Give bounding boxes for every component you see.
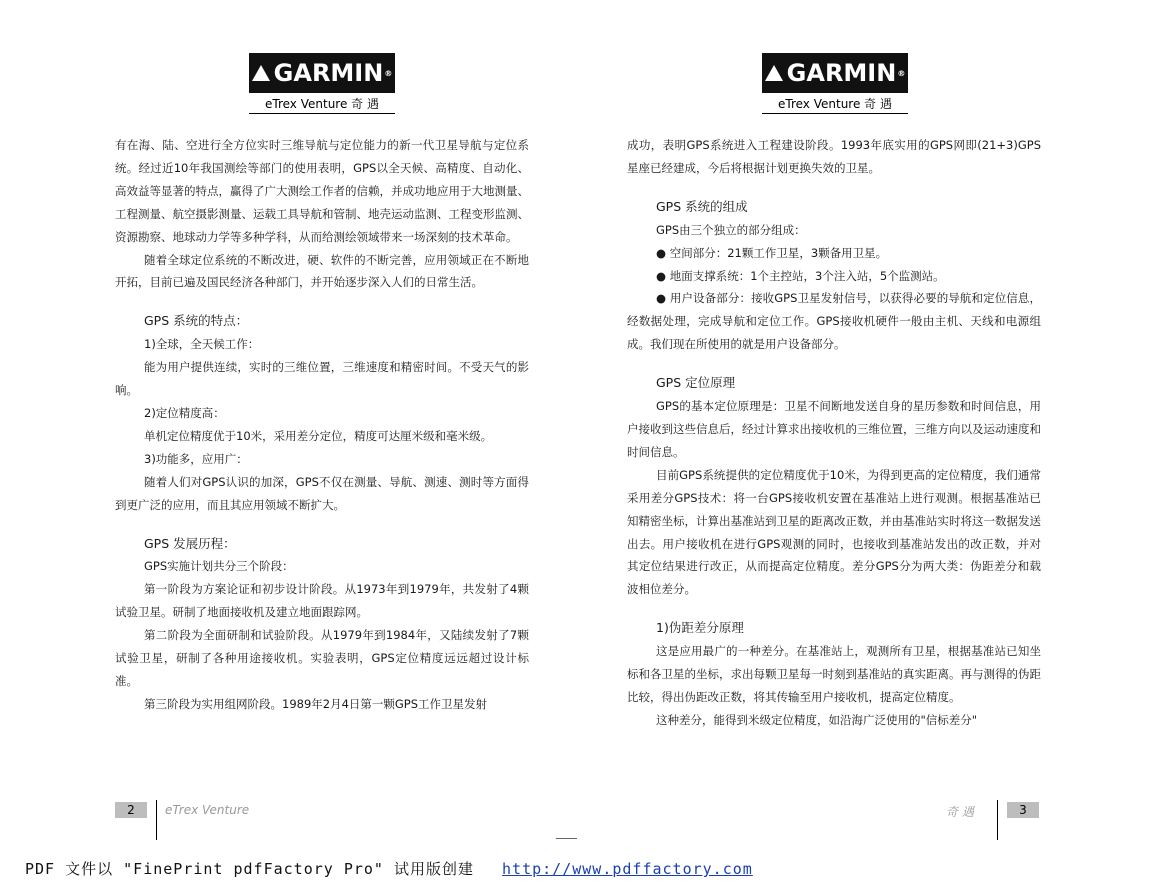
section-heading: GPS 发展历程：	[144, 535, 236, 551]
section-heading: GPS 定位原理	[656, 375, 736, 391]
paragraph: GPS实施计划共分三个阶段：	[144, 559, 294, 574]
paragraph: 随着全球定位系统的不断改进，硬、软件的不断完善，应用领域正在不断地开拓，目前已遍及国民经济各种部门，并开始逐步深入人们的日常生活。	[115, 252, 529, 290]
paragraph: 3)功能多，应用广：	[144, 451, 248, 466]
paragraph: 有在海、陆、空进行全方位实时三维导航与定位能力的新一代卫星导航与定位系统。经过近10年我国测绘等部门的使用表明，GPS以全天候、高精度、自动化、高效益等显著的特点，赢得了广大测绘工作者的信赖，并成功地应用于大地测量、工程测量、航空摄影测量、运载工具导航和管制、地壳运动监测、工程变形监测、资源勘察、地球动力学等多种学科，从而给测绘领域带来一场深刻的技术革命。	[115, 138, 529, 244]
brand-name: GARMIN	[273, 59, 384, 87]
garmin-logo	[762, 53, 908, 114]
paragraph: ● 用户设备部分：接收GPS卫星发射信号，以获得必要的导航和定位信息，经数据处理，完成导航和定位工作。GPS接收机硬件一般由主机、天线和电源组成。我们现在所使用的就是用户设备部分。	[627, 291, 1041, 352]
right-page	[577, 0, 1155, 850]
paragraph: 这种差分，能得到米级定位精度，如沿海广泛使用的"信标差分"	[656, 712, 978, 727]
watermark-link[interactable]: http://www.pdffactory.com	[502, 860, 753, 878]
paragraph: GPS由三个独立的部分组成：	[656, 222, 806, 237]
page-number: 3	[1007, 802, 1039, 818]
pdf-watermark	[25, 858, 753, 879]
garmin-logo	[249, 53, 395, 114]
paragraph: 2)定位精度高：	[144, 405, 225, 420]
footer-divider	[156, 800, 157, 840]
footer-text: eTrex Venture	[165, 803, 250, 817]
brand-name: GARMIN	[786, 59, 897, 87]
paragraph: 1)全球，全天候工作：	[144, 337, 260, 352]
paragraph: 第三阶段为实用组网阶段。1989年2月4日第一颗GPS工作卫星发射	[144, 696, 488, 711]
center-rule	[556, 838, 577, 839]
logo-subtitle: eTrex Venture 奇 遇	[249, 93, 395, 114]
paragraph: ● 空间部分：21颗工作卫星，3颗备用卫星。	[656, 245, 888, 260]
paragraph: 第二阶段为全面研制和试验阶段。从1979年到1984年，又陆续发射了7颗试验卫星，研制了各种用途接收机。实验表明，GPS定位精度远远超过设计标准。	[115, 628, 529, 688]
garmin-triangle-icon	[765, 65, 783, 81]
garmin-wordmark: GARMIN ®	[762, 53, 908, 93]
section-heading: 1)伪距差分原理	[656, 620, 744, 636]
logo-subtitle: eTrex Venture 奇 遇	[762, 93, 908, 114]
section-heading: GPS 系统的特点：	[144, 313, 249, 329]
right-footer	[907, 800, 1067, 840]
paragraph: 目前GPS系统提供的定位精度优于10米，为得到更高的定位精度，我们通常采用差分GPS技术：将一台GPS接收机安置在基准站上进行观测。根据基准站已知精密坐标，计算出基准站到卫星的距离改正数，并由基准站实时将这一数据发送出去。用户接收机在进行GPS观测的同时，也接收到基准站发出的改正数，并对其定位结果进行改正，从而提高定位精度。差分GPS分为两大类：伪距差分和载波相位差分。	[627, 467, 1041, 597]
footer-text: 奇 遇	[946, 805, 974, 819]
left-body-text	[115, 134, 529, 716]
paragraph: 第一阶段为方案论证和初步设计阶段。从1973年到1979年，共发射了4颗试验卫星。研制了地面接收机及建立地面跟踪网。	[115, 582, 529, 620]
page-number: 2	[115, 802, 147, 818]
paragraph: GPS的基本定位原理是：卫星不间断地发送自身的星历参数和时间信息，用户接收到这些信息后，经过计算求出接收机的三维位置，三维方向以及运动速度和时间信息。	[627, 399, 1041, 459]
garmin-wordmark: GARMIN ®	[249, 53, 395, 93]
paragraph: 成功，表明GPS系统进入工程建设阶段。1993年底实用的GPS网即(21+3)GPS星座已经建成，今后将根据计划更换失效的卫星。	[627, 138, 1041, 175]
left-footer	[115, 800, 415, 840]
right-body-text	[627, 134, 1041, 732]
paragraph: 单机定位精度优于10米，采用差分定位，精度可达厘米级和毫米级。	[144, 428, 493, 443]
watermark-text: PDF 文件以 "FinePrint pdfFactory Pro" 试用版创建	[25, 860, 474, 878]
paragraph: ● 地面支撑系统：1个主控站，3个注入站，5个监测站。	[656, 268, 945, 283]
paragraph: 这是应用最广的一种差分。在基准站上，观测所有卫星，根据基准站已知坐标和各卫星的坐标，求出每颗卫星每一时刻到基准站的真实距离。再与测得的伪距比较，得出伪距改正数，将其传输至用户接收机，提高定位精度。	[627, 644, 1041, 704]
paragraph: 随着人们对GPS认识的加深，GPS不仅在测量、导航、测速、测时等方面得到更广泛的应用，而且其应用领域不断扩大。	[115, 474, 529, 512]
section-heading: GPS 系统的组成	[656, 198, 748, 214]
garmin-triangle-icon	[252, 65, 270, 81]
left-page	[0, 0, 577, 850]
footer-divider	[997, 800, 998, 840]
paragraph: 能为用户提供连续，实时的三维位置，三维速度和精密时间。不受天气的影响。	[115, 360, 529, 398]
